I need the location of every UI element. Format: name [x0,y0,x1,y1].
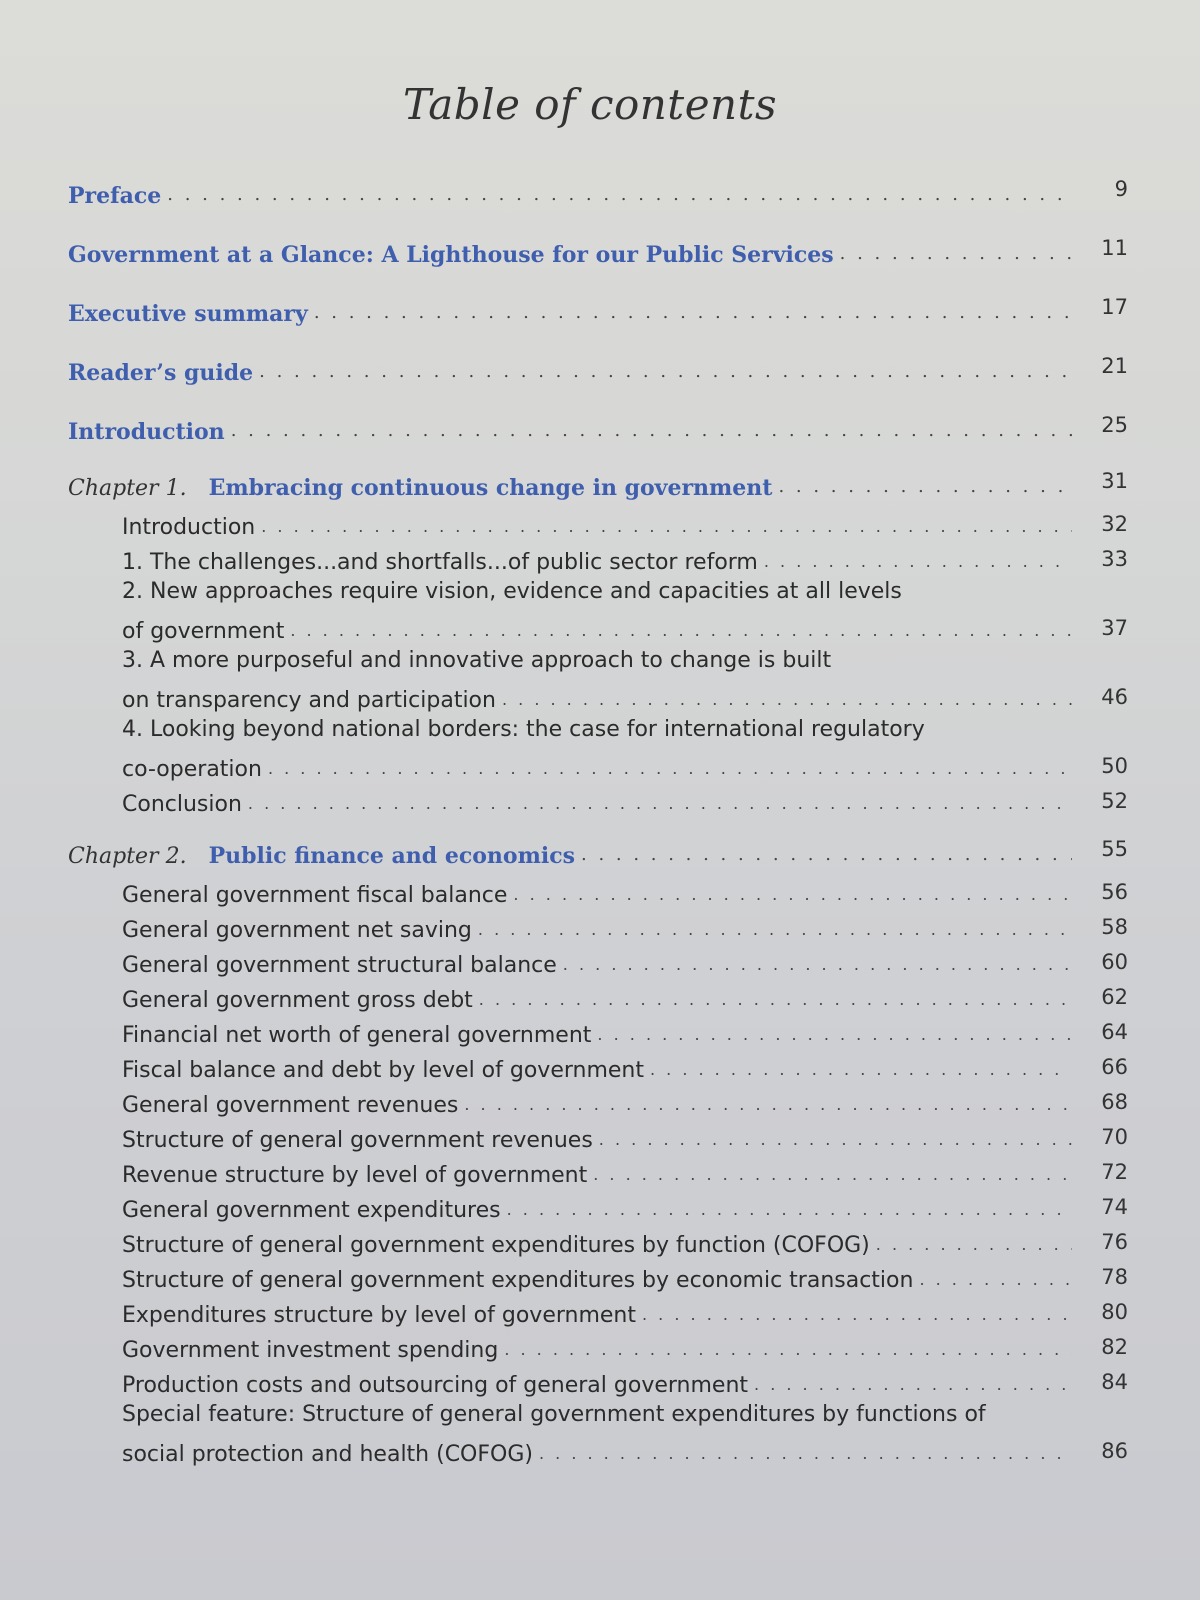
toc-page-number: 31 [1101,469,1128,493]
toc-section[interactable] [68,1118,1128,1153]
toc-page-number: 64 [1101,1020,1128,1044]
section-label: co-operation [122,757,262,782]
leader-dots [597,1025,1072,1048]
toc-chapter-1[interactable] [68,467,1128,501]
section-label: Fiscal balance and debt by level of government [122,1058,644,1083]
leader-dots [764,552,1072,575]
toc-section[interactable] [68,1363,1128,1398]
section-label: Expenditures structure by level of government [122,1303,636,1328]
leader-dots [539,1444,1072,1467]
chapter-1-block [68,467,1128,817]
toc-page-number: 86 [1101,1439,1128,1463]
toc-entry-readers-guide[interactable] [68,352,1128,386]
table-of-contents [68,175,1128,1485]
toc-page-number: 21 [1101,354,1128,378]
chapter-number: Chapter 2. [68,844,187,869]
toc-section[interactable] [68,1083,1128,1118]
toc-page-number: 17 [1101,295,1128,319]
toc-page-number: 11 [1101,236,1128,260]
leader-dots [507,1200,1072,1223]
leader-dots [599,1130,1072,1153]
toc-section[interactable] [68,540,1128,575]
chapter-number: Chapter 1. [68,476,187,501]
toc-page-number: 58 [1101,915,1128,939]
leader-dots [754,1375,1072,1398]
chapter-title: Embracing continuous change in government [208,475,773,501]
section-first-line: Special feature: Structure of general government expenditures by functions of [122,1402,986,1427]
toc-page-number: 72 [1101,1160,1128,1184]
toc-page-number: 33 [1101,547,1128,571]
toc-page-number: 50 [1101,754,1128,778]
chapter-title: Public finance and economics [208,843,575,869]
section-label: social protection and health (COFOG) [122,1442,533,1467]
section-first-line: 4. Looking beyond national borders: the case for international regulatory [122,717,925,742]
toc-section[interactable] [68,782,1128,817]
section-first-line: 2. New approaches require vision, evidence and capacities at all levels [122,579,902,604]
toc-entry-introduction[interactable] [68,411,1128,445]
section-label: Structure of general government revenues [122,1128,593,1153]
toc-page-number: 68 [1101,1090,1128,1114]
page-title: Table of contents [402,80,778,129]
leader-dots [502,690,1072,713]
section-label: Conclusion [122,792,242,817]
toc-section[interactable] [68,1328,1128,1363]
toc-page-number: 66 [1101,1055,1128,1079]
section-label: General government net saving [122,918,472,943]
toc-page-number: 55 [1101,837,1128,861]
section-label: Revenue structure by level of government [122,1163,588,1188]
toc-page-number: 52 [1101,789,1128,813]
chapter-2-block [68,835,1128,1467]
toc-page-number: 46 [1101,685,1128,709]
leader-dots [248,794,1072,817]
leader-dots [464,1095,1072,1118]
toc-page-number: 82 [1101,1335,1128,1359]
leader-dots [581,844,1072,869]
toc-section[interactable] [68,1013,1128,1048]
section-label: Structure of general government expenditures by economic transaction [122,1268,914,1293]
section-label: General government gross debt [122,988,473,1013]
toc-section[interactable] [68,609,1128,644]
leader-dots [231,420,1072,445]
leader-dots [479,990,1072,1013]
toc-page-number: 60 [1101,950,1128,974]
section-label: General government structural balance [122,953,557,978]
toc-page-number: 25 [1101,413,1128,437]
toc-entry-lighthouse[interactable] [68,234,1128,268]
toc-section[interactable] [68,1048,1128,1083]
leader-dots [778,476,1072,501]
toc-section[interactable] [68,747,1128,782]
section-label: of government [122,619,285,644]
leader-dots [259,361,1072,386]
section-label: Introduction [122,515,256,540]
section-label: General government revenues [122,1093,459,1118]
section-label: Government investment spending [122,1338,499,1363]
toc-section[interactable] [68,1223,1128,1258]
toc-section[interactable] [68,943,1128,978]
toc-section[interactable] [68,1432,1128,1467]
toc-section[interactable] [68,908,1128,943]
section-first-line: 3. A more purposeful and innovative approach to change is built [122,648,832,673]
leader-dots [919,1270,1072,1293]
toc-page-number: 80 [1101,1300,1128,1324]
toc-section[interactable] [68,873,1128,908]
leader-dots [642,1305,1072,1328]
leader-dots [314,302,1072,327]
toc-entry-executive-summary[interactable] [68,293,1128,327]
leader-dots [593,1165,1072,1188]
section-label: Production costs and outsourcing of general government [122,1373,749,1398]
toc-section[interactable] [68,505,1128,540]
leader-dots [650,1060,1072,1083]
toc-page-number: 9 [1114,177,1128,201]
toc-entry-label: Introduction [68,419,225,445]
toc-entry-label: Government at a Glance: A Lighthouse for our Public Services [68,242,834,268]
section-label: Structure of general government expenditures by function (COFOG) [122,1233,870,1258]
toc-section[interactable] [68,1258,1128,1293]
toc-page-number: 70 [1101,1125,1128,1149]
toc-page-number: 32 [1101,512,1128,536]
leader-dots [563,955,1072,978]
toc-section[interactable] [68,678,1128,713]
leader-dots [513,885,1072,908]
toc-page-number: 62 [1101,985,1128,1009]
leader-dots [840,243,1072,268]
toc-entry-label: Reader’s guide [68,360,254,386]
leader-dots [261,517,1072,540]
leader-dots [167,184,1072,209]
toc-entry-preface[interactable] [68,175,1128,209]
leader-dots [290,621,1072,644]
toc-section[interactable] [68,1153,1128,1188]
toc-page-number: 78 [1101,1265,1128,1289]
toc-entry-label: Executive summary [68,301,308,327]
section-label: 1. The challenges...and shortfalls...of public sector reform [122,550,758,575]
toc-page-number: 74 [1101,1195,1128,1219]
leader-dots [504,1340,1072,1363]
toc-page-number: 56 [1101,880,1128,904]
leader-dots [478,920,1072,943]
toc-section[interactable] [68,1293,1128,1328]
toc-section[interactable] [68,1188,1128,1223]
toc-entry-label: Preface [68,183,162,209]
toc-page-number: 76 [1101,1230,1128,1254]
toc-page-number: 37 [1101,616,1128,640]
leader-dots [876,1235,1072,1258]
section-label: on transparency and participation [122,688,496,713]
toc-section[interactable] [68,978,1128,1013]
toc-chapter-2[interactable] [68,835,1128,869]
section-label: Financial net worth of general government [122,1023,592,1048]
leader-dots [268,759,1072,782]
section-label: General government fiscal balance [122,883,508,908]
toc-page-number: 84 [1101,1370,1128,1394]
section-label: General government expenditures [122,1198,501,1223]
